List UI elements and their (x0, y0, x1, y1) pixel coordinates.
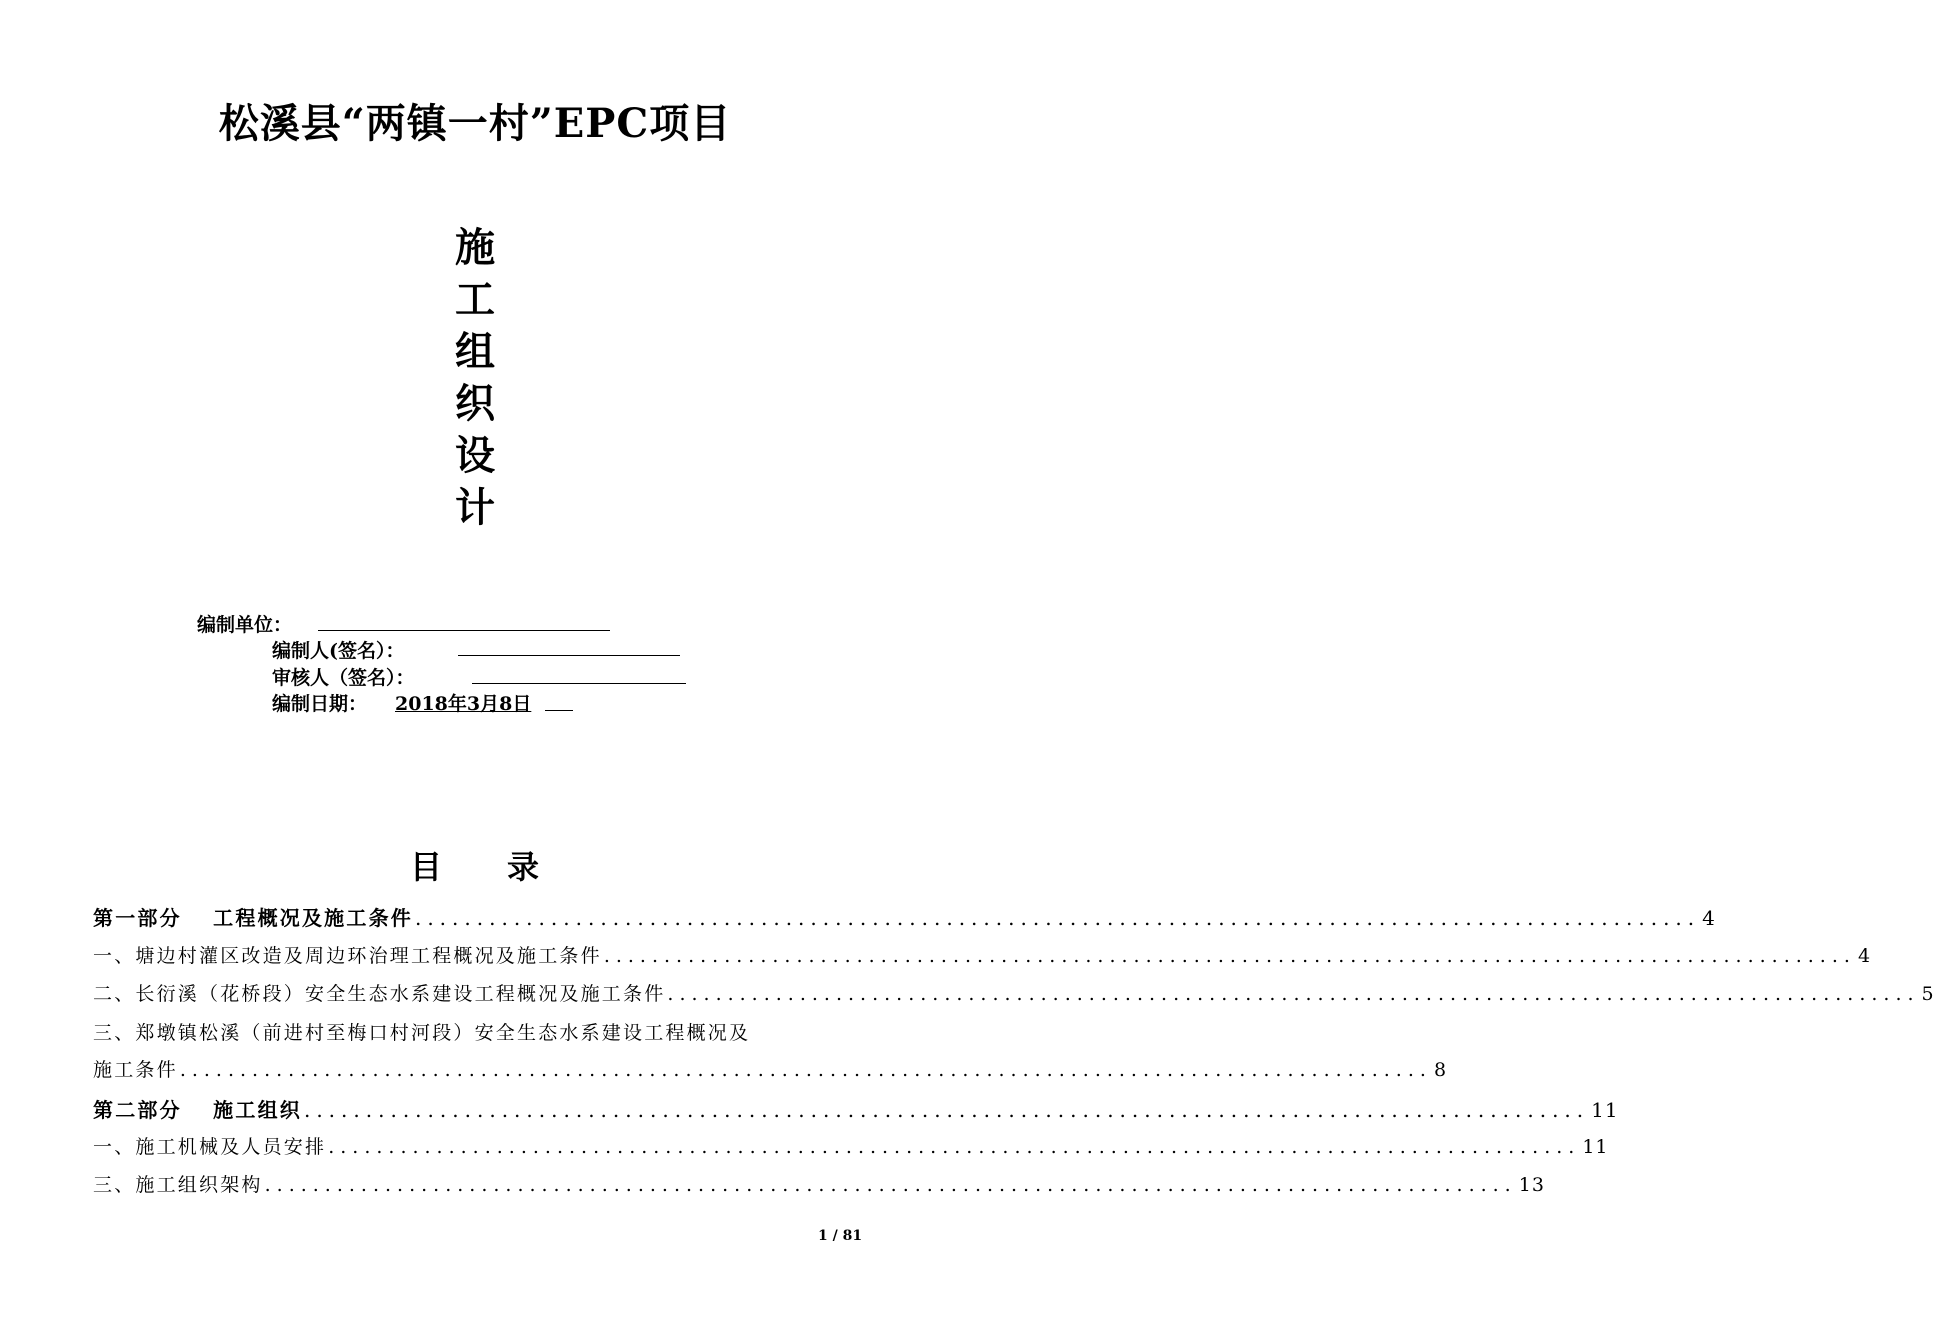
page-number: 1 / 81 (818, 1228, 863, 1244)
toc-entry-text: 二、长衍溪（花桥段）安全生态水系建设工程概况及施工条件 (93, 983, 666, 1005)
vertical-title-char: 计 (455, 484, 495, 531)
reviewer-underline (472, 683, 686, 684)
toc-entry[interactable] (93, 1170, 1545, 1200)
toc-entry-page: 13 (1518, 1174, 1545, 1196)
toc-entry[interactable] (93, 979, 1935, 1009)
unit-underline (318, 630, 610, 631)
toc-entry-page: 8 (1433, 1059, 1448, 1081)
toc-entry-text: 三、施工组织架构 (93, 1174, 263, 1196)
toc-dot-leader: ........................................................................................................ (667, 983, 1920, 1005)
toc-entry-text: 一、施工机械及人员安排 (93, 1136, 327, 1158)
vertical-title-char: 设 (455, 432, 495, 479)
vertical-title-char: 工 (455, 276, 495, 323)
vertical-title (450, 222, 500, 534)
toc-entry-wrapped-text[interactable]: 三、郑墩镇松溪（前进村至梅口村河段）安全生态水系建设工程概况及 (93, 1022, 751, 1044)
date-label: 编制日期： (272, 693, 368, 715)
toc-entry[interactable] (93, 1094, 1619, 1124)
toc-dot-leader: ........................................................................................................ (179, 1059, 1432, 1081)
toc-entry-page: 11 (1582, 1136, 1609, 1158)
toc-dot-leader: ........................................................................................................ (603, 945, 1856, 967)
toc-entry-page: 4 (1702, 906, 1716, 930)
toc-entry[interactable] (93, 902, 1716, 932)
toc-dot-leader: ........................................................................................................ (328, 1136, 1581, 1158)
toc-entry[interactable] (93, 941, 1872, 971)
toc-entry[interactable] (93, 1055, 1448, 1085)
date-underline-tail (545, 710, 573, 711)
compiler-label: 编制人(签名）： (272, 640, 405, 662)
toc-dot-leader: ........................................................................................................ (414, 906, 1701, 930)
toc-entry-text: 施工条件 (93, 1059, 178, 1081)
vertical-title-char: 施 (455, 224, 495, 271)
toc-entry-page: 4 (1857, 945, 1872, 967)
toc-entry-text: 第一部分 工程概况及施工条件 (93, 906, 413, 930)
toc-dot-leader: ........................................................................................................ (303, 1098, 1590, 1122)
toc-title (0, 842, 950, 888)
vertical-title-char: 组 (455, 328, 495, 375)
reviewer-label: 审核人（签名）： (272, 667, 415, 689)
document-title: 松溪县“两镇一村”EPC项目 (218, 100, 732, 147)
toc-entry-page: 11 (1591, 1098, 1619, 1122)
toc-entry-page: 5 (1921, 983, 1935, 1005)
toc-entry-text: 第二部分 施工组织 (93, 1098, 302, 1122)
date-value: 2018年3月8日 (395, 693, 532, 715)
toc-title-part1: 目 (409, 848, 443, 886)
compiler-underline (458, 655, 680, 656)
vertical-title-char: 织 (455, 380, 495, 427)
toc-dot-leader: ........................................................................................................ (264, 1174, 1517, 1196)
toc-title-part2: 录 (507, 848, 541, 886)
toc-entry-text: 一、塘边村灌区改造及周边环治理工程概况及施工条件 (93, 945, 602, 967)
toc-entry[interactable] (93, 1132, 1609, 1162)
unit-label: 编制单位： (197, 614, 293, 636)
